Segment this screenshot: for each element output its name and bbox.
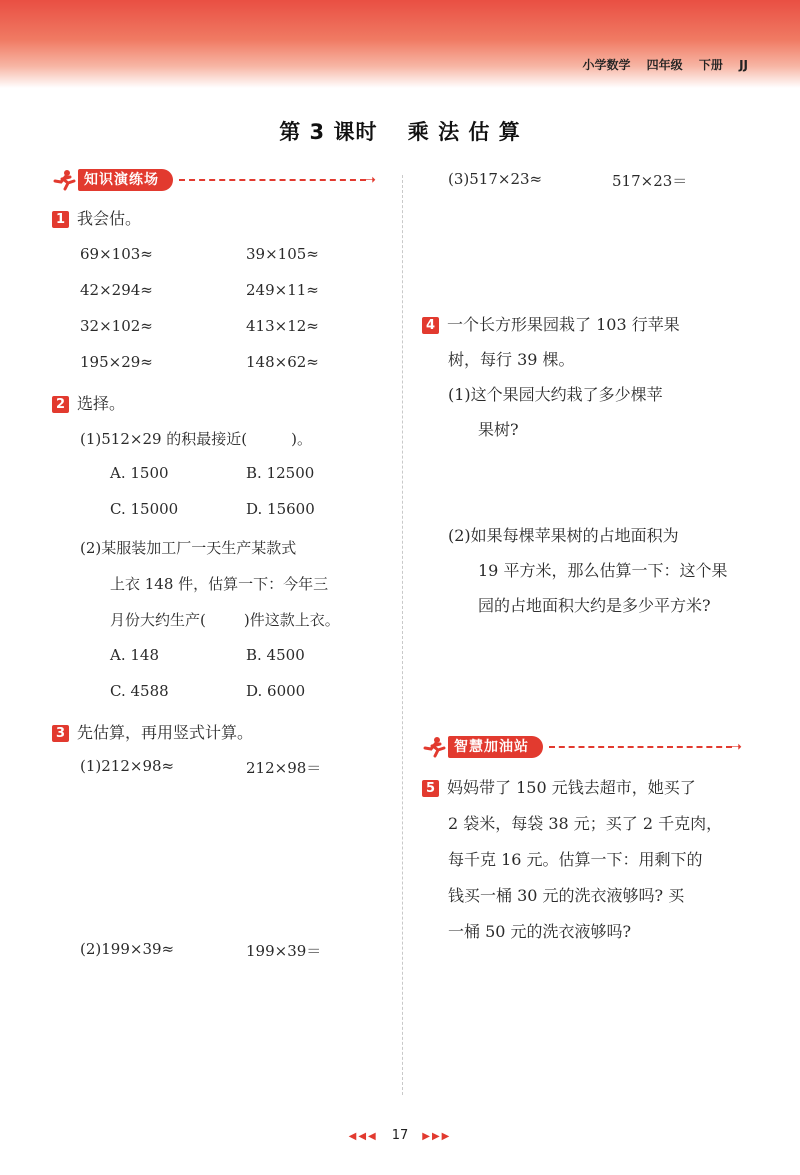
q3-p1-estimate: (1)212×98≈: [80, 757, 175, 775]
section-tag-practice: [52, 168, 376, 192]
q5-line5: 一桶 50 元的洗衣液够吗?: [448, 922, 632, 941]
q2-p1-option: A. 1500: [110, 464, 169, 482]
q2-p1-option: B. 12500: [246, 464, 315, 482]
q4-heading: [422, 312, 680, 335]
q2-p2-option: C. 4588: [110, 682, 169, 700]
dashed-line: [179, 179, 366, 181]
q2-prompt: 选择。: [77, 394, 126, 413]
book-subject: 小学数学: [582, 58, 631, 72]
q1-heading: [52, 206, 141, 229]
q3-heading: [52, 720, 253, 743]
q2-p2-text-end: )件这款上衣。: [243, 611, 340, 629]
column-divider: [402, 175, 403, 1095]
q4-number: 4: [422, 317, 439, 334]
q2-p2-option: A. 148: [110, 646, 159, 664]
q1-prompt: 我会估。: [77, 209, 142, 228]
q2-number: 2: [52, 396, 69, 413]
lesson-number: 第 3 课时: [279, 120, 378, 144]
running-figure-icon: [422, 736, 448, 758]
book-volume: 下册: [698, 58, 723, 72]
lesson-topic: 乘 法 估 算: [407, 120, 521, 144]
book-grade: 四年级: [646, 58, 683, 72]
q1-item: 195×29≈: [80, 353, 153, 371]
q1-item: 148×62≈: [246, 353, 319, 371]
q5-line4: 钱买一桶 30 元的洗衣液够吗? 买: [448, 886, 685, 905]
page-number: 17: [391, 1128, 409, 1143]
q4-line1: 一个长方形果园栽了 103 行苹果: [447, 315, 680, 334]
q2-p2-line: 上衣 148 件，估算一下：今年三: [110, 575, 329, 593]
q5-heading: [422, 775, 696, 798]
q4-p2-line1: (2)如果每棵苹果树的占地面积为: [448, 526, 679, 545]
q2-p2-option: D. 6000: [246, 682, 306, 700]
q3-number: 3: [52, 725, 69, 742]
q1-item: 42×294≈: [80, 281, 153, 299]
q2-p1-text: (1)512×29 的积最接近(: [80, 430, 248, 448]
running-figure-icon: [52, 169, 78, 191]
q3-p2-estimate: (2)199×39≈: [80, 940, 175, 958]
book-info: [570, 56, 748, 73]
q2-p2-text: 月份大约生产(: [110, 611, 206, 629]
q1-number: 1: [52, 211, 69, 228]
arrow-right-icon: ➝: [364, 172, 376, 188]
q3-p3-calc: 517×23＝: [612, 172, 688, 190]
q2-p1-option: D. 15600: [246, 500, 315, 518]
page-footer: [0, 1128, 800, 1143]
q2-p2-line: (2)某服装加工厂一天生产某款式: [80, 539, 297, 557]
q2-p1-stem: [80, 428, 312, 449]
q1-item: 32×102≈: [80, 317, 153, 335]
q2-p1-option: C. 15000: [110, 500, 179, 518]
dashed-line: [549, 746, 732, 748]
q2-p2-option: B. 4500: [246, 646, 305, 664]
q1-item: 39×105≈: [246, 245, 319, 263]
section-label: 智慧加油站: [448, 736, 543, 758]
q2-p2-line: [110, 609, 340, 630]
page-title: [0, 116, 800, 146]
q3-p2-calc: 199×39＝: [246, 942, 322, 960]
q5-line3: 每千克 16 元。估算一下：用剩下的: [448, 850, 703, 869]
q3-p1-calc: 212×98＝: [246, 759, 322, 777]
q3-p3-estimate: (3)517×23≈: [448, 170, 543, 188]
section-tag-challenge: [422, 735, 742, 759]
q4-line2: 树，每行 39 棵。: [448, 350, 575, 369]
q5-line1: 妈妈带了 150 元钱去超市，她买了: [447, 778, 696, 797]
left-arrows-icon: ◀◀◀: [348, 1131, 378, 1142]
q3-prompt: 先估算，再用竖式计算。: [77, 723, 254, 742]
q4-p2-line2: 19 平方米，那么估算一下：这个果: [478, 561, 728, 580]
q4-p1-line1: (1)这个果园大约栽了多少棵苹: [448, 385, 663, 404]
q5-number: 5: [422, 780, 439, 797]
q5-line2: 2 袋米，每袋 38 元；买了 2 千克肉，: [448, 814, 723, 833]
book-edition: JJ: [739, 58, 748, 72]
q1-item: 69×103≈: [80, 245, 153, 263]
q4-p1-line2: 果树?: [478, 420, 519, 439]
header-band: [0, 0, 800, 88]
q2-heading: [52, 391, 125, 414]
q1-item: 413×12≈: [246, 317, 319, 335]
q4-p2-line3: 园的占地面积大约是多少平方米?: [478, 596, 711, 615]
right-arrows-icon: ▶▶▶: [422, 1131, 452, 1142]
arrow-right-icon: ➝: [730, 739, 742, 755]
q1-item: 249×11≈: [246, 281, 319, 299]
q2-p1-text-end: )。: [291, 430, 313, 448]
section-label: 知识演练场: [78, 169, 173, 191]
